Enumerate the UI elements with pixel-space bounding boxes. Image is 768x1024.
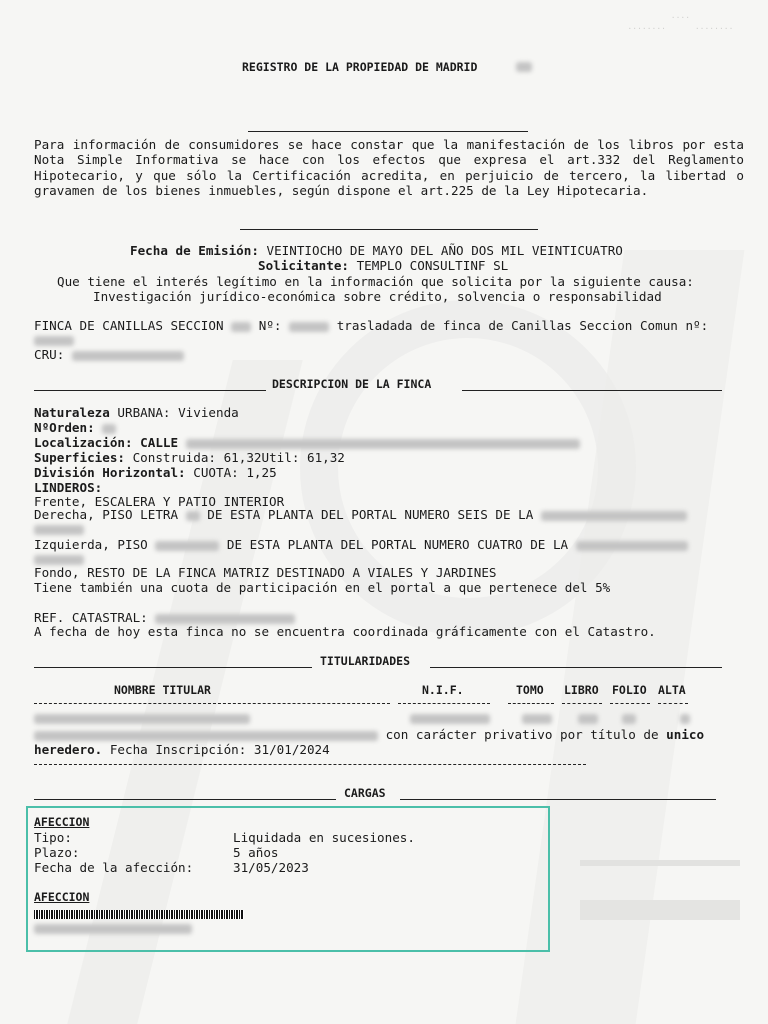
finca-number-label: Nº: — [258, 318, 282, 333]
page-title: REGISTRO DE LA PROPIEDAD DE MADRID — [242, 60, 478, 74]
titular-header-dash-tomo — [508, 703, 554, 704]
solicitante-label: Solicitante: — [258, 258, 349, 273]
localizacion-line — [34, 435, 580, 450]
redacted-titularidad-share — [34, 731, 378, 741]
naturaleza-value: URBANA: Vivienda — [117, 405, 239, 420]
titularidades-rule-left — [34, 667, 312, 668]
emission-date-value: VEINTIOCHO DE MAYO DEL AÑO DOS MIL VEINTICUATRO — [266, 243, 623, 258]
col-nif: N.I.F. — [422, 683, 464, 697]
titular-header-dash-alta — [658, 703, 688, 704]
titular-header-dash-libro — [562, 703, 602, 704]
descripcion-rule-right — [462, 390, 722, 391]
emission-date-label: Fecha de Emisión: — [130, 243, 259, 258]
superficies-value: Construida: 61,32Util: 61,32 — [132, 450, 345, 465]
redacted-titular-name — [34, 714, 250, 724]
catastro-line: A fecha de hoy esta finca no se encuentra coordinada gráficamente con el Catastro. — [34, 624, 656, 639]
cargas-rule-right — [400, 799, 716, 800]
linderos-label: LINDEROS: — [34, 480, 103, 495]
localizacion-value: CALLE — [140, 435, 179, 450]
izquierda-part-a: Izquierda, PISO — [34, 537, 148, 552]
divider-after-disclaimer — [240, 229, 538, 230]
lindero-fondo: Fondo, RESTO DE LA FINCA MATRIZ DESTINADO A VIALES Y JARDINES — [34, 565, 497, 580]
norden-label: NºOrden: — [34, 420, 95, 435]
col-alta: ALTA — [658, 683, 686, 697]
barcode-strip — [34, 910, 244, 919]
redacted-header-suffix — [516, 62, 532, 72]
col-folio: FOLIO — [612, 683, 647, 697]
redacted-origin-number — [34, 336, 74, 346]
heredero-line — [34, 742, 330, 757]
cuota-portal-line: Tiene también una cuota de participación en el portal a que pertenece del 5% — [34, 580, 611, 595]
redacted-ref-catastral — [155, 614, 295, 624]
redacted-cru — [72, 351, 184, 361]
emission-date-line — [130, 243, 623, 258]
redacted-finca-number — [289, 322, 329, 332]
titularidades-rule-right — [430, 667, 722, 668]
division-label: División Horizontal: — [34, 465, 186, 480]
derecha-part-b: DE ESTA PLANTA DEL PORTAL NUMERO SEIS DE LA — [207, 507, 534, 522]
redacted-letra-izquierda — [155, 541, 219, 551]
redacted-folio — [622, 714, 636, 724]
redacted-alta — [680, 714, 690, 724]
show-through-block-1 — [580, 860, 740, 866]
izquierda-part-b: DE ESTA PLANTA DEL PORTAL NUMERO CUATRO DE LA — [226, 537, 569, 552]
descripcion-rule-left — [34, 390, 266, 391]
cru-label: CRU: — [34, 347, 65, 362]
superficies-label: Superficies: — [34, 450, 125, 465]
col-nombre-titular: NOMBRE TITULAR — [114, 683, 211, 697]
cru-line — [34, 347, 184, 362]
fecha-afeccion-label: Fecha de la afección: — [34, 860, 194, 875]
finca-section-label: FINCA DE CANILLAS SECCION — [34, 318, 224, 333]
afeccion-2-title: AFECCION — [34, 890, 90, 904]
consumer-disclaimer: Para información de consumidores se hace constar que la manifestación de los libros por esta Nota Simple Informativa se hace con los efectos que expresa el art.332 del Reglamento Hipotecario, y que sólo la Certificación acredita, en perjuicio de tercero, la libertad o gravamen de los bienes inmuebles, según dispone el art.225 de la Ley Hipotecaria. — [34, 137, 744, 199]
solicitante-line — [258, 258, 508, 273]
redacted-section — [231, 322, 251, 332]
afeccion-1-title: AFECCION — [34, 815, 90, 829]
interes-line: Que tiene el interés legítimo en la información que solicita por la siguiente causa: — [57, 274, 694, 289]
redacted-letra-derecha — [186, 511, 200, 521]
descripcion-section-title: DESCRIPCION DE LA FINCA — [272, 377, 432, 391]
finca-line — [34, 318, 708, 333]
localizacion-label: Localización: — [34, 435, 133, 450]
titularidad-detail-line — [34, 727, 704, 742]
unico-word: unico — [666, 727, 705, 742]
causa-line: Investigación jurídico-económica sobre crédito, solvencia o responsabilidad — [93, 289, 662, 304]
fecha-afeccion-value: 31/05/2023 — [233, 860, 309, 875]
redacted-norden — [102, 424, 116, 434]
fecha-inscripcion: Fecha Inscripción: 31/01/2024 — [109, 742, 330, 757]
derecha-part-a: Derecha, PISO LETRA — [34, 507, 179, 522]
cargas-section-title: CARGAS — [344, 786, 386, 800]
lindero-derecha — [34, 507, 687, 522]
redacted-street-izquierda — [576, 541, 688, 551]
show-through-text: .... ........ ........ — [627, 11, 734, 31]
titular-header-dash-name — [34, 703, 390, 704]
division-line — [34, 465, 277, 480]
finca-trasladada: trasladada de finca de Canillas Seccion Comun nº: — [336, 318, 709, 333]
norden-line — [34, 420, 116, 435]
redacted-tomo — [522, 714, 552, 724]
ref-catastral-line — [34, 610, 295, 625]
redacted-titular-nif — [410, 714, 490, 724]
caracter-privativo: con carácter privativo por título de — [385, 727, 659, 742]
ref-catastral-label: REF. CATASTRAL: — [34, 610, 148, 625]
plazo-value: 5 años — [233, 845, 279, 860]
naturaleza-line — [34, 405, 239, 420]
redacted-street-derecha — [541, 511, 687, 521]
titularidades-section-title: TITULARIDADES — [320, 654, 411, 668]
redacted-street-derecha-cont — [34, 525, 84, 535]
redacted-afeccion-2-line — [34, 924, 192, 934]
col-libro: LIBRO — [564, 683, 599, 697]
col-tomo: TOMO — [516, 683, 544, 697]
divider-top — [248, 131, 528, 132]
tipo-value: Liquidada en sucesiones. — [233, 830, 415, 845]
division-value: CUOTA: 1,25 — [193, 465, 277, 480]
titularidades-end-dash — [34, 764, 586, 765]
show-through-block-2 — [580, 900, 740, 920]
heredero-word: heredero. — [34, 742, 103, 757]
solicitante-value: TEMPLO CONSULTINF SL — [356, 258, 509, 273]
naturaleza-label: Naturaleza — [34, 405, 110, 420]
redacted-street-izquierda-cont — [34, 555, 84, 565]
redacted-libro — [578, 714, 598, 724]
lindero-izquierda — [34, 537, 688, 552]
tipo-label: Tipo: — [34, 830, 72, 845]
plazo-label: Plazo: — [34, 845, 80, 860]
lindero-frente: Frente, ESCALERA Y PATIO INTERIOR — [34, 494, 285, 509]
cargas-rule-left — [34, 799, 336, 800]
titular-header-dash-nif — [398, 703, 490, 704]
superficies-line — [34, 450, 345, 465]
redacted-address — [186, 439, 580, 449]
titular-header-dash-folio — [610, 703, 650, 704]
